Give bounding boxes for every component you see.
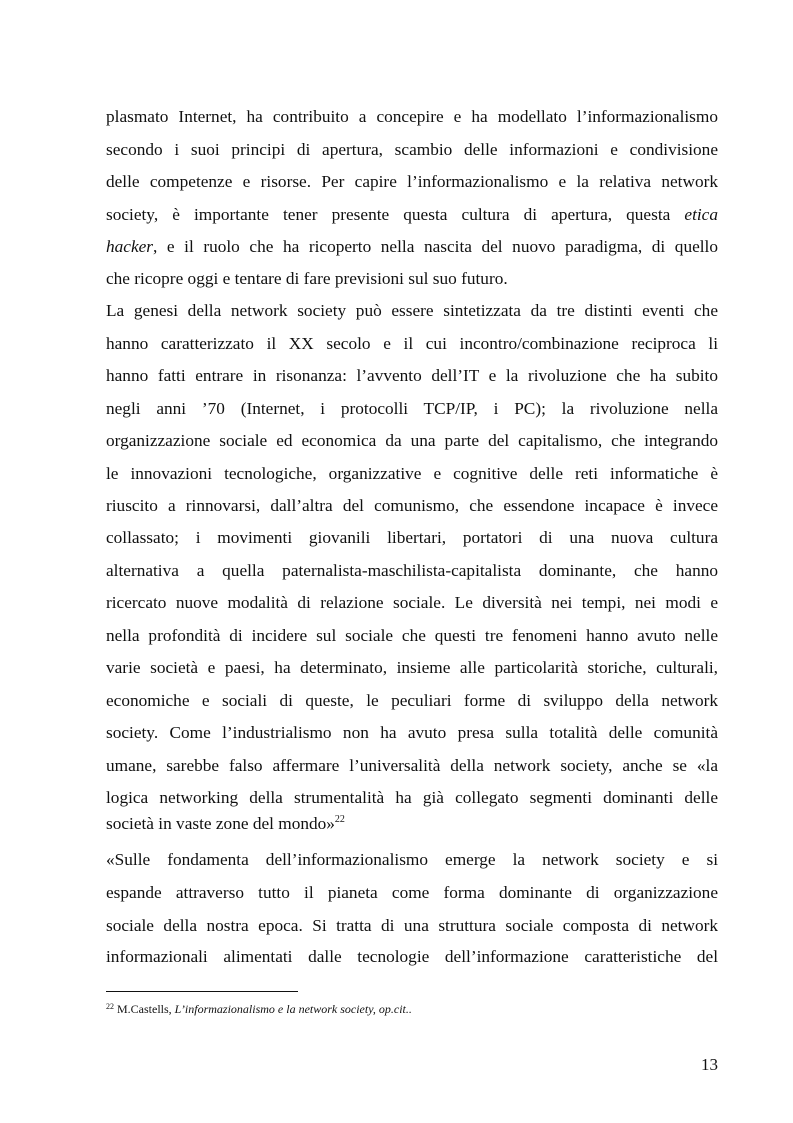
body-text-run: society, è importante tener presente questa cultura di apertura, questa xyxy=(106,205,685,224)
body-line: le innovazioni tecnologiche, organizzative e cognitive delle reti informatiche è xyxy=(106,464,718,483)
footnote-separator xyxy=(106,991,298,992)
body-line: informazionali alimentati dalle tecnologie dell’informazione caratteristiche del xyxy=(106,947,718,966)
body-line: sociale della nostra epoca. Si tratta di una struttura sociale composta di network xyxy=(106,916,718,935)
body-line: collassato; i movimenti giovanili libertari, portatori di una nuova cultura xyxy=(106,528,718,547)
body-line: society. Come l’industrialismo non ha avuto presa sulla totalità delle comunità xyxy=(106,723,718,742)
page-number: 13 xyxy=(701,1055,718,1074)
footnote-author: M.Castells, xyxy=(117,1002,175,1016)
body-line: delle competenze e risorse. Per capire l’informazionalismo e la relativa network xyxy=(106,172,718,191)
footnote xyxy=(106,1001,412,1017)
body-line xyxy=(106,235,718,259)
body-line: alternativa a quella paternalista-maschilista-capitalista dominante, che hanno xyxy=(106,561,718,580)
body-line: nella profondità di incidere sul sociale che questi tre fenomeni hanno avuto nelle xyxy=(106,626,718,645)
body-line: varie società e paesi, ha determinato, insieme alle particolarità storiche, culturali, xyxy=(106,658,718,677)
emphasis-text: etica xyxy=(684,205,718,224)
footnote-number: 22 xyxy=(106,1002,114,1011)
body-line: organizzazione sociale ed economica da una parte del capitalismo, che integrando xyxy=(106,431,718,450)
body-line: hanno fatti entrare in risonanza: l’avvento dell’IT e la rivoluzione che ha subito xyxy=(106,366,718,385)
body-text-run: , e il ruolo che ha ricoperto nella nascita del nuovo paradigma, di quello xyxy=(153,237,718,256)
footnote-reference: 22 xyxy=(334,814,345,825)
footnote-title: L’informazionalismo e la network society, op.cit.. xyxy=(174,1002,412,1016)
body-line: ricercato nuove modalità di relazione sociale. Le diversità nei tempi, nei modi e xyxy=(106,593,718,612)
body-line: «Sulle fondamenta dell’informazionalismo emerge la network society e si xyxy=(106,850,718,869)
body-line: hanno caratterizzato il XX secolo e il cui incontro/combinazione reciproca li xyxy=(106,334,718,353)
body-line: espande attraverso tutto il pianeta come forma dominante di organizzazione xyxy=(106,883,718,902)
emphasis-text: hacker xyxy=(106,237,154,256)
body-line: logica networking della strumentalità ha già collegato segmenti dominanti delle xyxy=(106,788,718,807)
body-line: umane, sarebbe falso affermare l’universalità della network society, anche se «la xyxy=(106,756,718,775)
body-line: plasmato Internet, ha contribuito a concepire e ha modellato l’informazionalismo xyxy=(106,107,718,126)
body-line: riuscito a rinnovarsi, dall’altra del comunismo, che essendone incapace è invece xyxy=(106,496,718,515)
body-line: negli anni ’70 (Internet, i protocolli TCP/IP, i PC); la rivoluzione nella xyxy=(106,399,718,418)
body-line: economiche e sociali di queste, le peculiari forme di sviluppo della network xyxy=(106,691,718,710)
body-line: che ricopre oggi e tentare di fare previsioni sul suo futuro. xyxy=(106,269,508,288)
body-line: La genesi della network society può essere sintetizzata da tre distinti eventi che xyxy=(106,301,718,320)
body-line: secondo i suoi principi di apertura, scambio delle informazioni e condivisione xyxy=(106,140,718,159)
body-line xyxy=(106,203,718,227)
body-line xyxy=(106,812,718,836)
body-text-run: società in vaste zone del mondo» xyxy=(106,814,335,833)
